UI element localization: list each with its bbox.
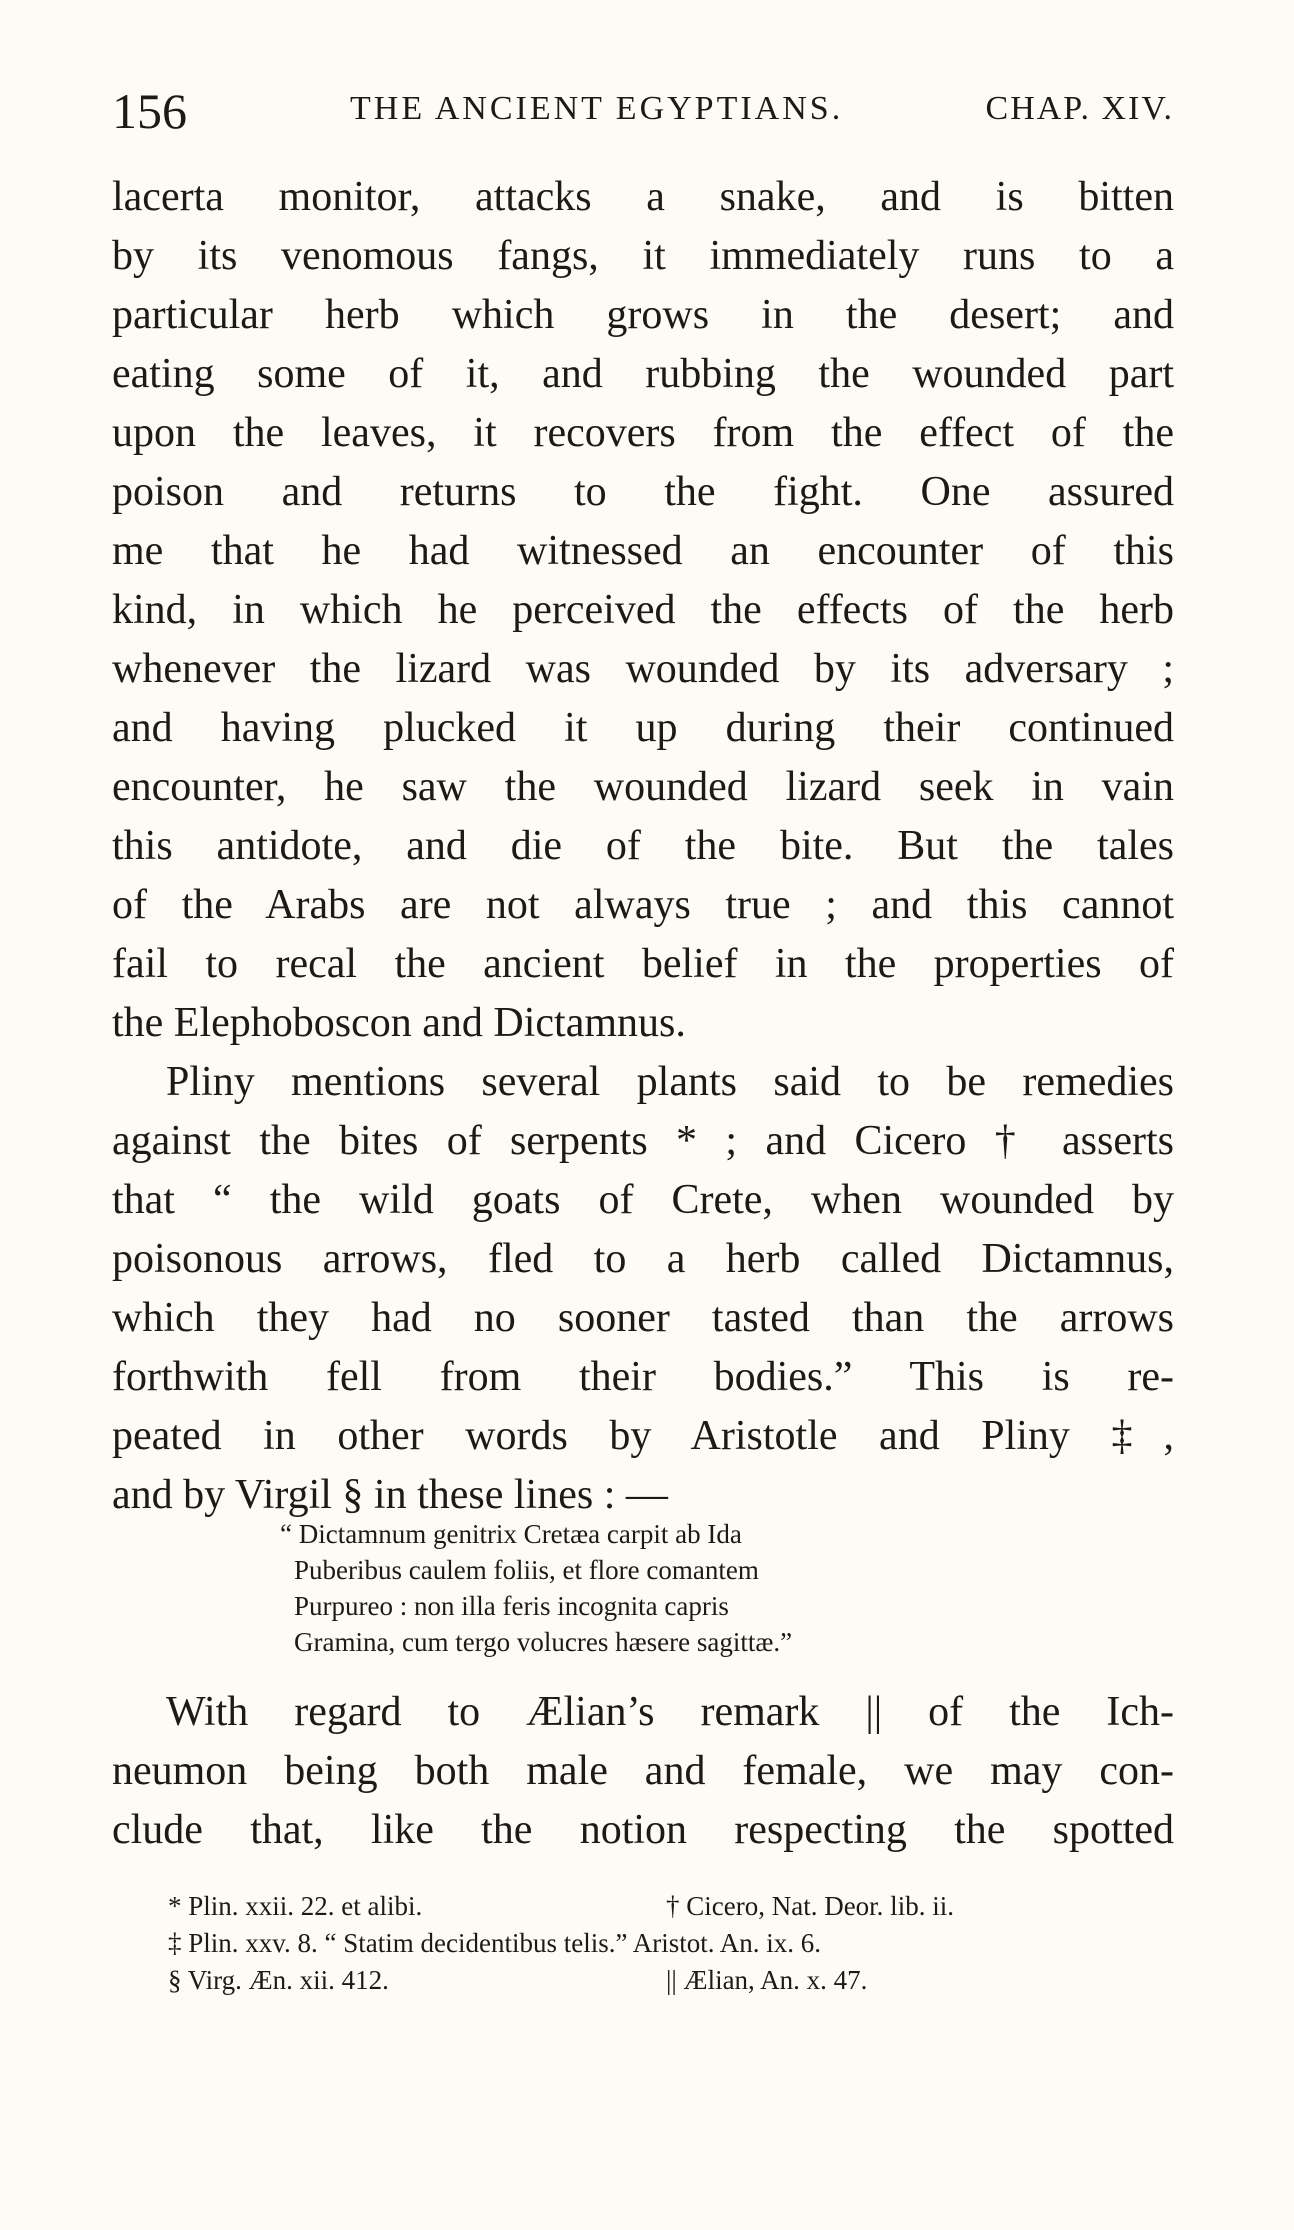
- chapter-label: CHAP. XIV.: [985, 90, 1174, 127]
- footnote: || Ælian, An. x. 47.: [666, 1965, 868, 1995]
- footnote-row: [168, 1888, 1128, 1925]
- text-line: whenever the lizard was wounded by its adversary ;: [112, 646, 1174, 692]
- text-line: kind, in which he perceived the effects of the herb: [112, 587, 1174, 633]
- text-line: and having plucked it up during their continued: [112, 705, 1174, 751]
- text-line: against the bites of serpents * ; and Cicero † asserts: [112, 1118, 1174, 1164]
- text-line: this antidote, and die of the bite. But the tales: [112, 823, 1174, 869]
- page-number: 156: [112, 83, 187, 139]
- text-line: fail to recal the ancient belief in the properties of: [112, 941, 1174, 987]
- text-line: lacerta monitor, attacks a snake, and is bitten: [112, 174, 1174, 220]
- text-line: encounter, he saw the wounded lizard seek in vain: [112, 764, 1174, 810]
- verse-line: Gramina, cum tergo volucres hæsere sagittæ.”: [294, 1627, 793, 1657]
- text-line: by its venomous fangs, it immediately runs to a: [112, 233, 1174, 279]
- text-line: of the Arabs are not always true ; and this cannot: [112, 882, 1174, 928]
- text-line: clude that, like the notion respecting the spotted: [112, 1807, 1174, 1853]
- footnote: ‡ Plin. xxv. 8. “ Statim decidentibus telis.” Aristot. An. ix. 6.: [168, 1928, 821, 1958]
- paragraph-block-1: [112, 168, 1174, 1525]
- text-line: With regard to Ælian’s remark || of the Ich-: [166, 1689, 1174, 1735]
- text-line: which they had no sooner tasted than the arrows: [112, 1295, 1174, 1341]
- text-line: eating some of it, and rubbing the wounded part: [112, 351, 1174, 397]
- page-header: [112, 82, 1174, 142]
- text-line: upon the leaves, it recovers from the effect of the: [112, 410, 1174, 456]
- text-line: me that he had witnessed an encounter of this: [112, 528, 1174, 574]
- footnote: § Virg. Æn. xii. 412.: [168, 1965, 389, 1995]
- text-line: particular herb which grows in the desert; and: [112, 292, 1174, 338]
- text-line: neumon being both male and female, we may con-: [112, 1748, 1174, 1794]
- paragraph-block-2: [112, 1682, 1174, 1859]
- text-line: that “ the wild goats of Crete, when wounded by: [112, 1177, 1174, 1223]
- verse-line: “ Dictamnum genitrix Cretæa carpit ab Ida: [280, 1519, 742, 1549]
- text-line: poisonous arrows, fled to a herb called Dictamnus,: [112, 1236, 1174, 1282]
- verse-line: Purpureo : non illa feris incognita capris: [294, 1591, 729, 1621]
- footnotes: [168, 1888, 1128, 1999]
- verse-line: Puberibus caulem foliis, et flore comantem: [294, 1555, 759, 1585]
- footnote-row: [168, 1962, 1128, 1999]
- footnote: † Cicero, Nat. Deor. lib. ii.: [666, 1891, 954, 1921]
- text-line: forthwith fell from their bodies.” This is re-: [112, 1354, 1174, 1400]
- footnote: * Plin. xxii. 22. et alibi.: [168, 1891, 423, 1921]
- text-line: Pliny mentions several plants said to be remedies: [166, 1059, 1174, 1105]
- text-line: and by Virgil § in these lines : —: [112, 1472, 668, 1518]
- text-line: peated in other words by Aristotle and Pliny ‡,: [112, 1413, 1174, 1459]
- text-line: poison and returns to the fight. One assured: [112, 469, 1174, 515]
- text-line: the Elephoboscon and Dictamnus.: [112, 1000, 686, 1046]
- running-title: THE ANCIENT EGYPTIANS.: [350, 90, 844, 127]
- footnote-row: [168, 1925, 1128, 1962]
- verse-quotation: [280, 1516, 1000, 1660]
